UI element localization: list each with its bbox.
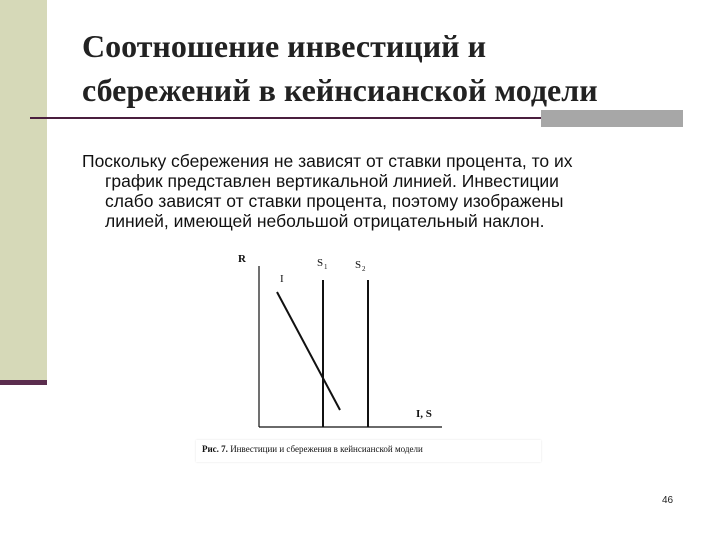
body-line-3: слабо зависят от ставки процента, поэтому изображены	[105, 191, 564, 211]
figure-caption-text: Инвестиции и сбережения в кейнсианской модели	[227, 444, 423, 454]
investment-savings-diagram	[230, 246, 470, 436]
body-line-4: линией, имеющей небольшой отрицательный наклон.	[105, 211, 545, 231]
page-number: 46	[662, 495, 674, 506]
figure-caption	[202, 444, 423, 454]
body-line-2: график представлен вертикальной линией. Инвестиции	[105, 171, 559, 191]
savings1-label: S	[317, 257, 324, 269]
body-line-1: Поскольку сбережения не зависят от ставки процента, то их	[82, 151, 573, 171]
investment-label: I	[280, 273, 284, 285]
left-decor-band	[0, 0, 47, 383]
figure-caption-box	[196, 440, 541, 462]
investment-line	[277, 292, 340, 410]
slide-title-line-1: Соотношение инвестиций и	[82, 28, 486, 64]
left-decor-band-edge	[0, 380, 47, 385]
savings2-subscript: 2	[362, 265, 366, 273]
figure-caption-prefix: Рис. 7.	[202, 444, 228, 454]
savings2-label: S	[355, 259, 362, 271]
title-accent-bar	[541, 110, 683, 127]
y-axis-label: R	[238, 253, 246, 265]
body-paragraph	[82, 151, 682, 231]
savings1-subscript: 1	[324, 263, 328, 271]
x-axis-label: I, S	[416, 408, 432, 420]
slide-title	[82, 24, 702, 112]
diagram-svg	[230, 246, 470, 436]
slide-title-line-2: сбережений в кейнсианской модели	[82, 72, 598, 108]
